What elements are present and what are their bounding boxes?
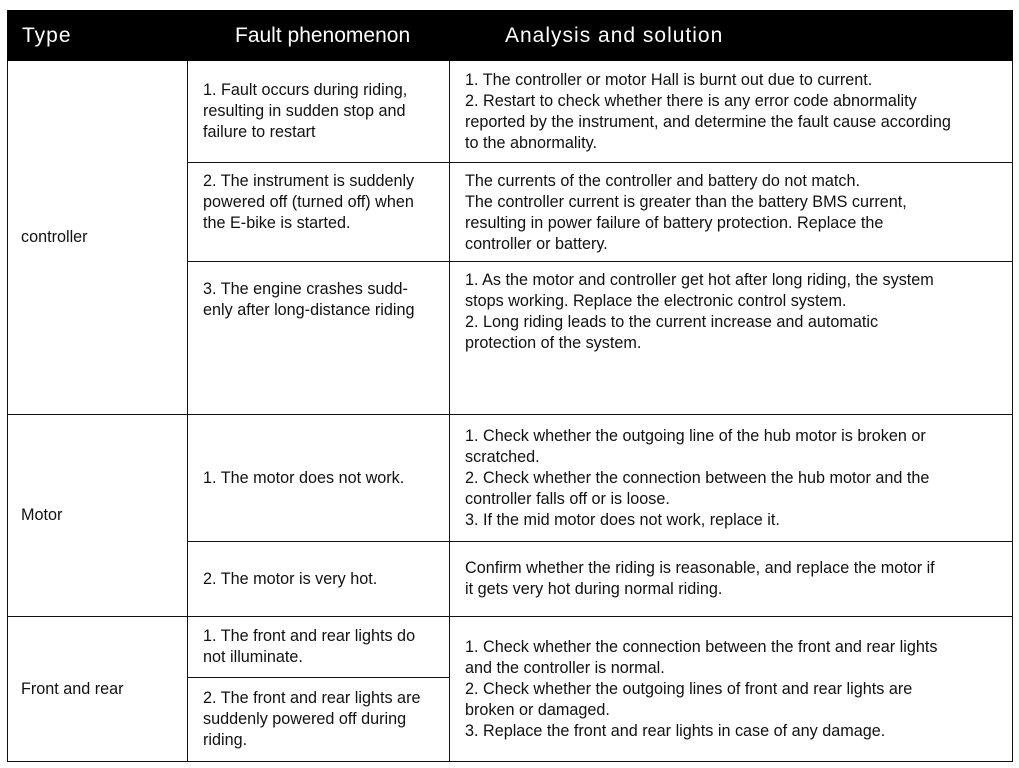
header-analysis-solution: Analysis and solution: [450, 11, 1013, 61]
analysis-text: 1. The controller or motor Hall is burnt out due to current. 2. Restart to check whether there is any error code abnormality reported by the instrument, and determine the fault cause according to the abnormality.: [465, 70, 951, 152]
type-cell-motor: [8, 415, 188, 617]
header-row: [8, 11, 1013, 61]
fault-text: 1. Fault occurs during riding, resulting in sudden stop and failure to restart: [203, 81, 408, 141]
fault-cell: [188, 262, 450, 415]
type-cell-lights: [8, 617, 188, 762]
fault-cell: [188, 617, 450, 678]
analysis-cell: [450, 163, 1013, 262]
type-label: Motor: [21, 506, 63, 524]
fault-cell: [188, 415, 450, 542]
fault-text: 3. The engine crashes sudd- enly after long-distance riding: [203, 280, 415, 319]
type-label: Front and rear: [21, 679, 124, 698]
fault-table: [7, 10, 1013, 762]
fault-text: 2. The front and rear lights are suddenly powered off during riding.: [203, 689, 421, 749]
fault-text: 1. The motor does not work.: [203, 468, 405, 487]
analysis-cell: [450, 415, 1013, 542]
header-type: Type: [8, 11, 188, 61]
header-fault-phenomenon: Fault phenomenon: [188, 11, 450, 61]
fault-cell: [188, 61, 450, 163]
fault-text: 2. The motor is very hot.: [203, 569, 378, 588]
type-label: controller: [21, 228, 88, 246]
analysis-cell: [450, 262, 1013, 415]
fault-text: 1. The front and rear lights do not illuminate.: [203, 627, 416, 666]
table-row: [8, 61, 1013, 163]
analysis-text: 1. As the motor and controller get hot after long riding, the system stops working. Replace the electronic control system. 2. Long riding leads to the current increase and automatic protection of the system.: [465, 271, 934, 352]
table-row: [8, 617, 1013, 678]
fault-cell: [188, 163, 450, 262]
fault-cell: [188, 542, 450, 617]
analysis-text: Confirm whether the riding is reasonable, and replace the motor if it gets very hot during normal riding.: [465, 559, 935, 598]
analysis-cell: [450, 61, 1013, 163]
table-row: [8, 415, 1013, 542]
analysis-cell: [450, 617, 1013, 762]
type-cell-controller: [8, 61, 188, 415]
analysis-cell: [450, 542, 1013, 617]
analysis-text: 1. Check whether the connection between the front and rear lights and the controller is normal. 2. Check whether the outgoing lines of front and rear lights are broken or damaged. 3. Replace the front and rear lights in case of any damage.: [465, 637, 938, 740]
fault-cell: [188, 678, 450, 762]
fault-text: 2. The instrument is suddenly powered off (turned off) when the E-bike is started.: [203, 172, 415, 232]
analysis-text: The currents of the controller and battery do not match. The controller current is greater than the battery BMS current, resulting in power failure of battery protection. Replace the controller or battery.: [465, 172, 907, 253]
table-header: [8, 11, 1013, 61]
analysis-text: 1. Check whether the outgoing line of the hub motor is broken or scratched. 2. Check whether the connection between the hub motor and the controller falls off or is loose. 3. If the mid motor does not work, replace it.: [465, 426, 930, 529]
